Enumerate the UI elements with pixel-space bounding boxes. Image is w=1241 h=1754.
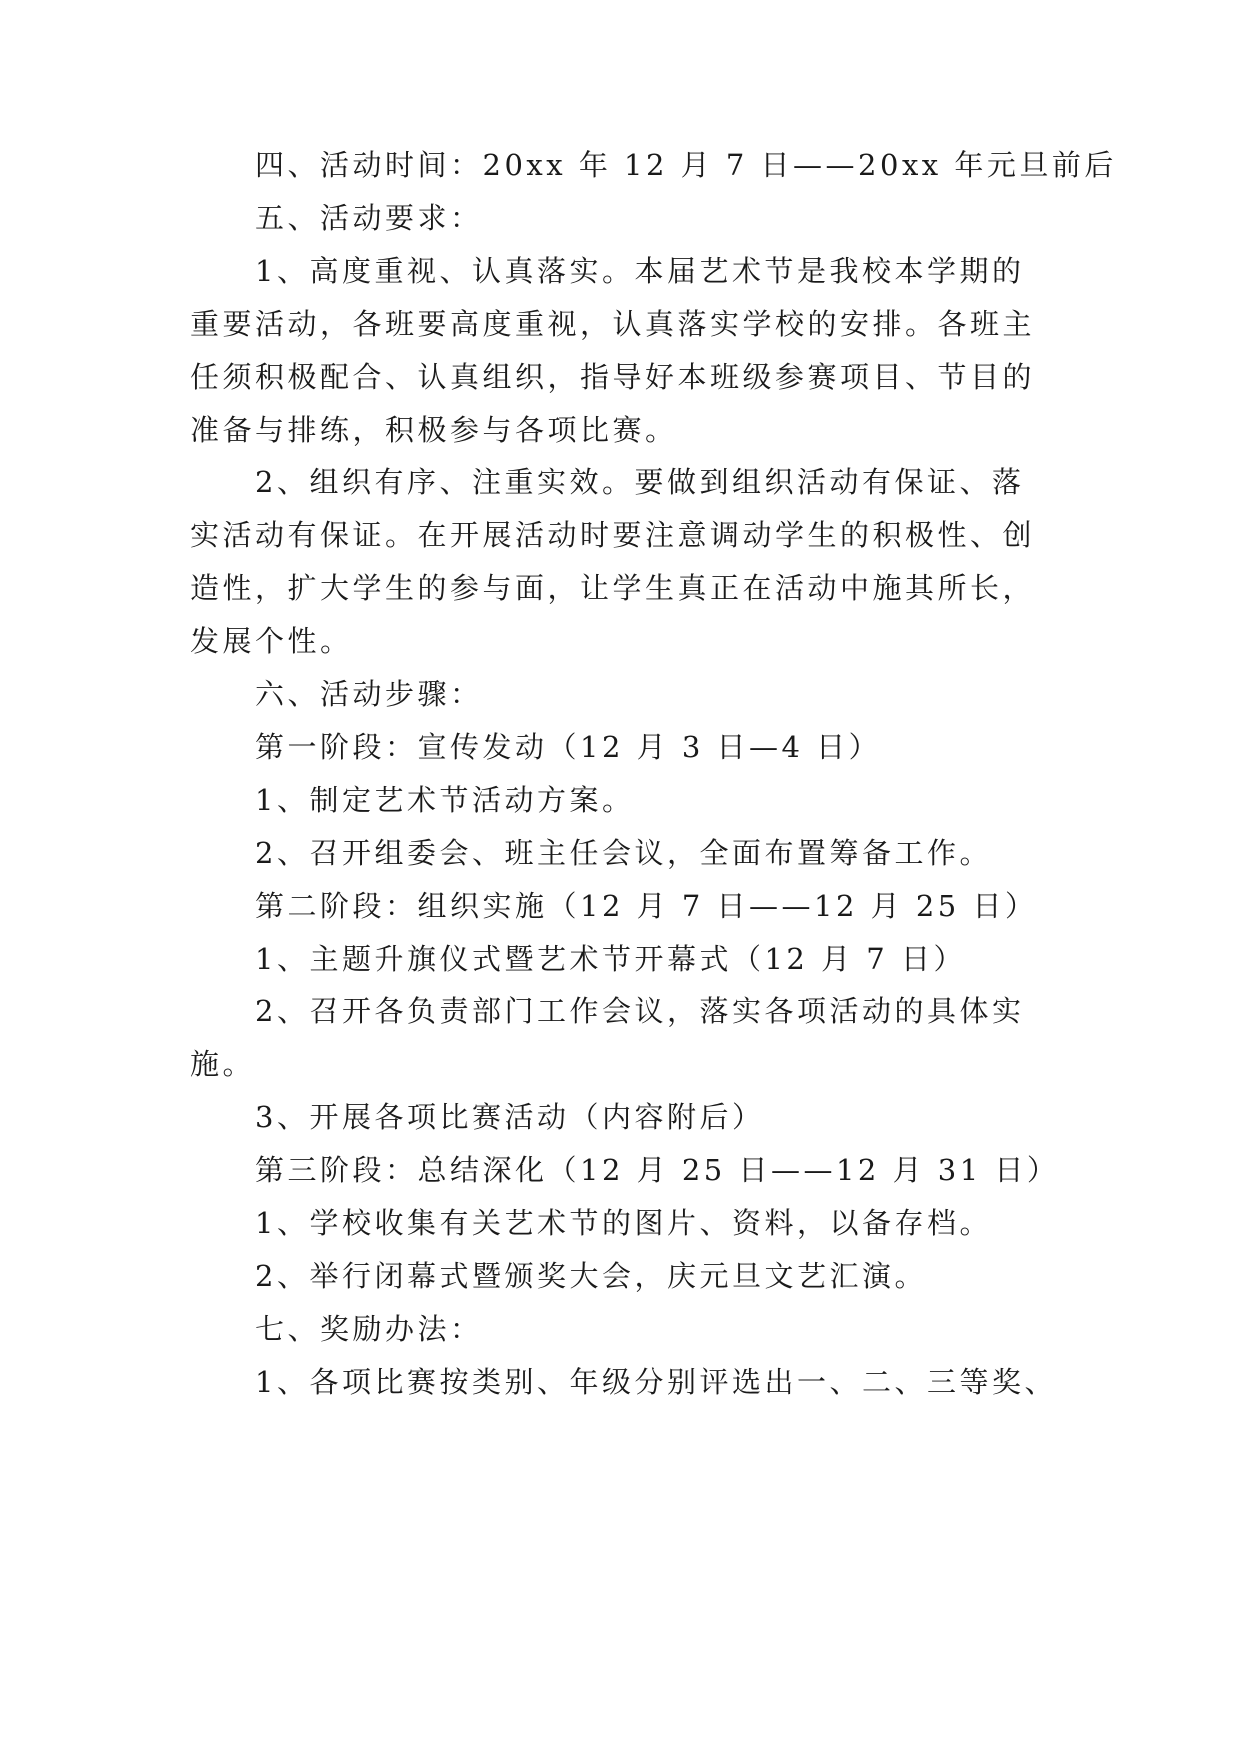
text-line: 2、举行闭幕式暨颁奖大会，庆元旦文艺汇演。: [255, 1259, 927, 1293]
stage-heading: 第一阶段：宣传发动（12 月 3 日—4 日）: [255, 730, 882, 764]
stage-heading: 第二阶段：组织实施（12 月 7 日——12 月 25 日）: [255, 889, 1038, 923]
text-line: 四、活动时间：20xx 年 12 月 7 日——20xx 年元旦前后: [255, 148, 1117, 182]
text-line: 重要活动，各班要高度重视，认真落实学校的安排。各班主: [190, 307, 1036, 341]
text-line: 准备与排练，积极参与各项比赛。: [190, 413, 678, 447]
text-line: 2、组织有序、注重实效。要做到组织活动有保证、落: [255, 465, 1025, 499]
text-line: 实活动有保证。在开展活动时要注意调动学生的积极性、创: [190, 518, 1036, 552]
text-line: 1、各项比赛按类别、年级分别评选出一、二、三等奖、: [255, 1365, 1057, 1399]
text-line: 造性，扩大学生的参与面，让学生真正在活动中施其所长，: [190, 571, 1036, 605]
text-line: 3、开展各项比赛活动（内容附后）: [255, 1100, 765, 1134]
text-line: 施。: [190, 1047, 256, 1081]
text-line: 1、高度重视、认真落实。本届艺术节是我校本学期的: [255, 254, 1025, 288]
text-line: 1、主题升旗仪式暨艺术节开幕式（12 月 7 日）: [255, 942, 966, 976]
text-line: 发展个性。: [190, 624, 353, 658]
text-line: 1、制定艺术节活动方案。: [255, 783, 635, 817]
section-heading: 六、活动步骤：: [255, 677, 483, 711]
section-heading: 五、活动要求：: [255, 201, 483, 235]
text-line: 任须积极配合、认真组织，指导好本班级参赛项目、节目的: [190, 360, 1036, 394]
text-line: 1、学校收集有关艺术节的图片、资料，以备存档。: [255, 1206, 992, 1240]
stage-heading: 第三阶段：总结深化（12 月 25 日——12 月 31 日）: [255, 1153, 1060, 1187]
text-line: 2、召开组委会、班主任会议，全面布置筹备工作。: [255, 836, 992, 870]
section-heading: 七、奖励办法：: [255, 1312, 483, 1346]
text-line: 2、召开各负责部门工作会议，落实各项活动的具体实: [255, 994, 1025, 1028]
